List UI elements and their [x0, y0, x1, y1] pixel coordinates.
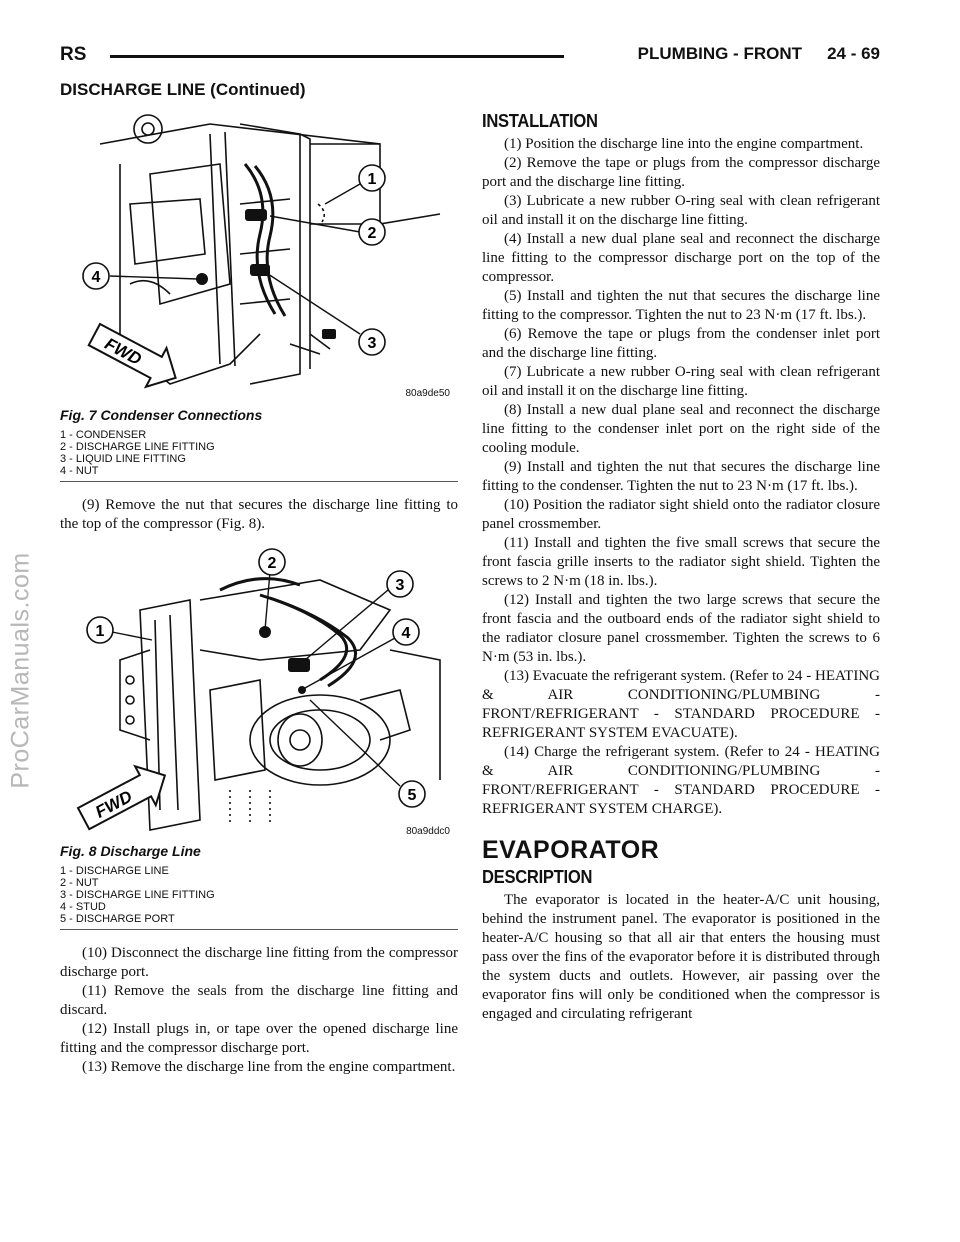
legend-item: 1 - CONDENSER	[60, 429, 147, 441]
evaporator-heading: EVAPORATOR	[482, 836, 660, 864]
step-10: (10) Disconnect the discharge line fitting from the compressor discharge port.	[60, 945, 458, 980]
figure-8-caption: Fig. 8 Discharge Line	[60, 843, 201, 859]
condenser-connections-illustration	[60, 104, 458, 404]
callout-1: 1	[367, 171, 377, 188]
legend-item: 2 - NUT	[60, 877, 99, 889]
figure-divider	[60, 481, 458, 482]
step-9-remove-nut: (9) Remove the nut that secures the discharge line fitting to the top of the compressor (Fig. 8).	[60, 497, 458, 532]
legend-item: 4 - STUD	[60, 901, 106, 913]
watermark: ProCarManuals.com	[6, 551, 35, 789]
install-step: (1) Position the discharge line into the engine compartment.	[504, 136, 864, 152]
install-step: (12) Install and tighten the two large screws that secure the front fascia and the outboard ends of the radiator sight shield to the radiator closure panel crossmember. Tighten the screws to 6 N·m (53 in. lbs.).	[482, 592, 880, 665]
install-step: (2) Remove the tape or plugs from the compressor discharge port and the discharge line fitting.	[482, 155, 880, 190]
header-section: PLUMBING - FRONT	[637, 44, 802, 63]
header-model: RS	[60, 44, 87, 65]
install-step: (14) Charge the refrigerant system. (Refer to 24 - HEATING & AIR CONDITIONING/PLUMBING - FRONT/REFRIGERANT - STANDARD PROCEDURE - REFRIGERANT SYSTEM CHARGE).	[482, 744, 880, 817]
installation-steps	[482, 135, 880, 819]
legend-item: 2 - DISCHARGE LINE FITTING	[60, 441, 215, 453]
figure-code: 80a9ddc0	[406, 826, 450, 837]
figure-8	[60, 540, 458, 840]
right-column	[482, 108, 880, 1024]
figure-7-legend	[60, 429, 458, 477]
install-step: (13) Evacuate the refrigerant system. (Refer to 24 - HEATING & AIR CONDITIONING/PLUMBING - FRONT/REFRIGERANT - STANDARD PROCEDURE - REFRIGERANT SYSTEM EVACUATE).	[482, 668, 880, 741]
legend-item: 5 - DISCHARGE PORT	[60, 913, 175, 925]
description-text: The evaporator is located in the heater-A/C unit housing, behind the instrument panel. The evaporator is positioned in the heater-A/C housing so that all air that enters the housing must pass over the fins of the evaporator before it is distributed through the system ducts and outlets. However, air passing over the evaporator fins will only be conditioned when the compressor is engaged and circulating refrigerant	[482, 892, 880, 1022]
figure-code: 80a9de50	[405, 388, 450, 399]
page-header	[60, 40, 880, 74]
install-step: (6) Remove the tape or plugs from the condenser inlet port and the discharge line fitting.	[482, 326, 880, 361]
install-step: (9) Install and tighten the nut that secures the discharge line fitting to the condenser. Tighten the nut to 23 N·m (17 ft. lbs.).	[482, 459, 880, 494]
fwd-label: FWD	[92, 786, 136, 822]
header-page-number: 24 - 69	[827, 44, 880, 63]
callout-2: 2	[367, 225, 377, 242]
legend-item: 1 - DISCHARGE LINE	[60, 865, 169, 877]
description-heading: DESCRIPTION	[482, 867, 593, 887]
install-step: (5) Install and tighten the nut that secures the discharge line fitting to the compressor. Tighten the nut to 23 N·m (17 ft. lbs.).	[482, 288, 880, 323]
install-step: (8) Install a new dual plane seal and reconnect the discharge line fitting to the condenser inlet port on the right side of the cooling module.	[482, 402, 880, 456]
figure-divider	[60, 929, 458, 930]
left-column	[60, 104, 458, 1077]
discharge-line-illustration	[60, 540, 458, 840]
callout-5: 5	[407, 787, 417, 804]
install-step: (7) Lubricate a new rubber O-ring seal with clean refrigerant oil and install it on the discharge line fitting.	[482, 364, 880, 399]
step-12: (12) Install plugs in, or tape over the opened discharge line fitting and the compressor discharge port.	[60, 1021, 458, 1056]
removal-steps	[60, 944, 458, 1077]
continued-heading: DISCHARGE LINE (Continued)	[60, 80, 306, 99]
install-step: (11) Install and tighten the five small screws that secure the front fascia grille inserts to the radiator sight shield. Tighten the screws to 2 N·m (18 in. lbs.).	[482, 535, 880, 589]
fwd-label: FWD	[101, 334, 145, 370]
legend-item: 3 - LIQUID LINE FITTING	[60, 453, 186, 465]
callout-3: 3	[367, 335, 377, 352]
figure-7	[60, 104, 458, 404]
figure-8-legend	[60, 865, 458, 925]
callout-2: 2	[267, 555, 277, 572]
step-11: (11) Remove the seals from the discharge line fitting and discard.	[60, 983, 458, 1018]
callout-1: 1	[95, 623, 105, 640]
install-step: (4) Install a new dual plane seal and reconnect the discharge line fitting to the compressor discharge port on the top of the compressor.	[482, 231, 880, 285]
install-step: (3) Lubricate a new rubber O-ring seal with clean refrigerant oil and install it on the discharge line fitting.	[482, 193, 880, 228]
installation-heading: INSTALLATION	[482, 111, 598, 131]
step-13: (13) Remove the discharge line from the engine compartment.	[82, 1059, 456, 1075]
callout-4: 4	[91, 269, 101, 286]
fwd-arrow-icon	[84, 315, 186, 397]
figure-7-caption: Fig. 7 Condenser Connections	[60, 407, 263, 423]
header-rule	[110, 55, 564, 58]
callout-3: 3	[395, 577, 405, 594]
callout-4: 4	[401, 625, 411, 642]
legend-item: 3 - DISCHARGE LINE FITTING	[60, 889, 215, 901]
legend-item: 4 - NUT	[60, 465, 99, 477]
install-step: (10) Position the radiator sight shield onto the radiator closure panel crossmember.	[482, 497, 880, 532]
